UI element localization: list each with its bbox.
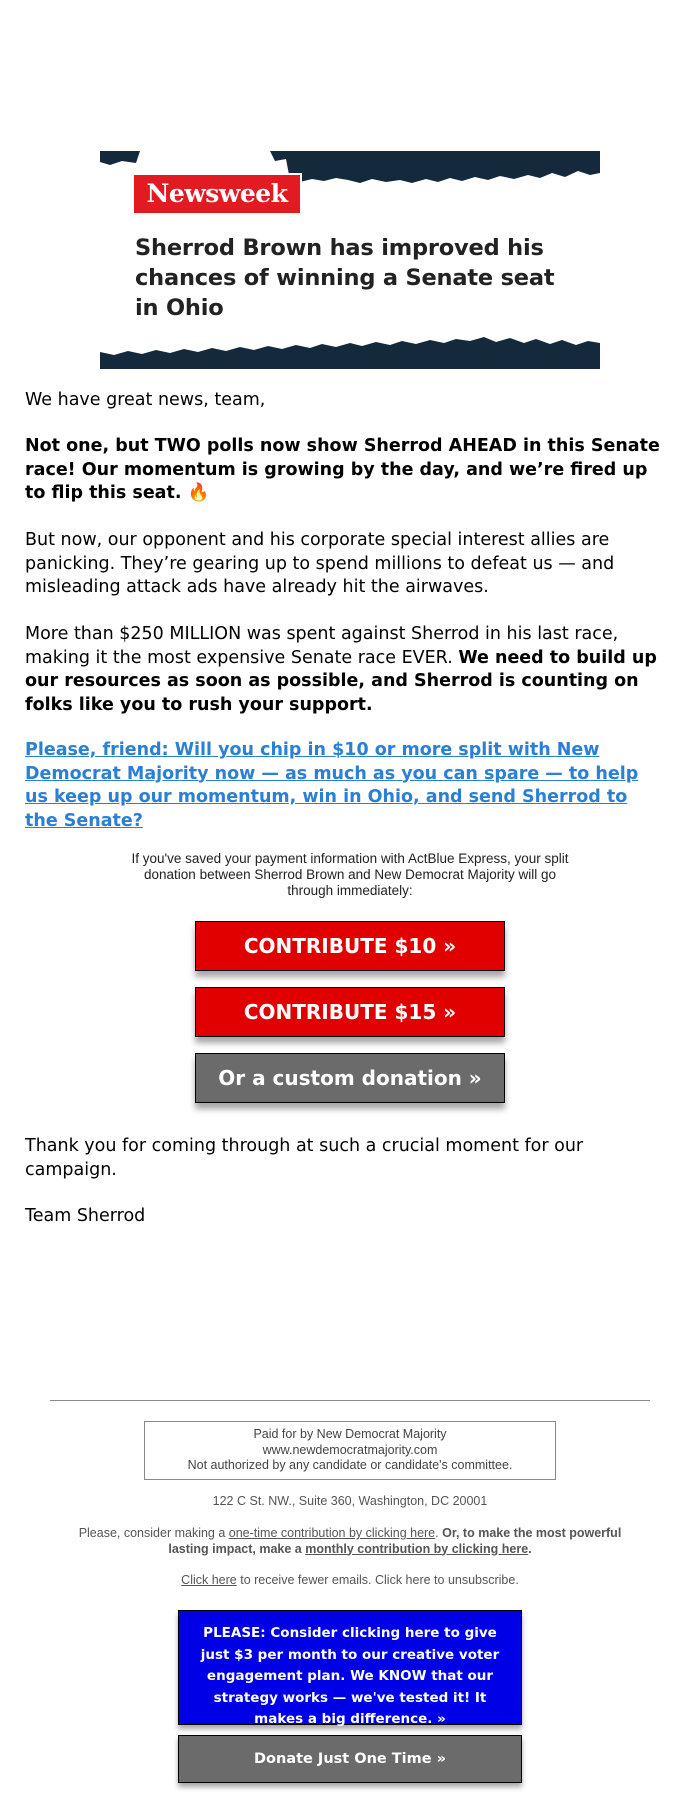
torn-paper-bottom [100,331,600,369]
news-headline: Sherrod Brown has improved his chances of winning a Senate seat in Ohio [135,235,555,321]
spending-paragraph [25,623,665,717]
contribute-10-button[interactable]: CONTRIBUTE $10 » [195,921,505,971]
custom-donation-button[interactable]: Or a custom donation » [195,1053,505,1103]
greeting: We have great news, team, [25,390,266,410]
monthly-contribution-link[interactable]: monthly contribution by clicking here [305,1541,529,1556]
spending-bold-text: We need to build up our resources as soon as possible, and Sherrod is counting on folks like you to rush your support. [25,647,657,715]
signoff: Team Sherrod [25,1206,146,1226]
paid-for-line: Paid for by New Democrat Majority [253,1427,447,1441]
not-authorized-line: Not authorized by any candidate or candidate's committee. [187,1458,513,1472]
ask-paragraph [25,739,665,833]
bold-prefix: Or, to make the most powerful lasting impact, make a [168,1526,622,1556]
one-time-contribution-link[interactable]: one-time contribution by clicking here [228,1526,436,1540]
contribute-15-button[interactable]: CONTRIBUTE $15 » [195,987,505,1037]
newsweek-header-image [100,151,600,369]
newsweek-logo: Newsweek [134,175,300,213]
fewer-emails-text: to receive fewer emails. Click here to unsubscribe. [236,1573,519,1587]
mailing-address: 122 C St. NW., Suite 360, Washington, DC 20001 [212,1494,488,1508]
website-line: www.newdemocratmajority.com [262,1442,438,1457]
spending-text: More than $250 MILLION was spent against Sherrod in his last race, making it the most expensive Senate race EVER. [25,624,619,668]
polls-paragraph: Not one, but TWO polls now show Sherrod AHEAD in this Senate race! Our momentum is growing by the day, and we’re fired up to flip this seat. 🔥 [25,436,660,503]
donate-one-time-button[interactable]: Donate Just One Time » [178,1735,522,1783]
consider-prefix: Please, consider making a [78,1526,229,1540]
actblue-note: If you've saved your payment information with ActBlue Express, your split donation between Sherrod Brown and New Democrat Majority will go through immediately: [131,851,569,898]
paid-for-disclaimer [144,1421,556,1480]
bold-suffix: . [528,1541,532,1556]
monthly-donation-button[interactable]: PLEASE: Consider clicking here to give just $3 per month to our creative voter engagement plan. We KNOW that our strategy works — we've tested it! It makes a big difference. » [178,1610,522,1725]
fewer-emails-link[interactable]: Click here [181,1573,237,1587]
consider-mid: . [435,1526,443,1540]
email-preferences [60,1573,640,1589]
chip-in-link[interactable]: Please, friend: Will you chip in $10 or more split with New Democrat Majority now — as much as you can spare — to help us keep up our momentum, win in Ohio, and send Sherrod to the Senate? [25,740,639,831]
footer-divider [50,1400,650,1401]
opponent-paragraph: But now, our opponent and his corporate special interest allies are panicking. They’re gearing up to spend millions to defeat us — and misleading attack ads have already hit the airwaves. [25,530,615,597]
thanks-paragraph: Thank you for coming through at such a crucial moment for our campaign. [25,1136,584,1180]
contribution-options [60,1526,640,1557]
